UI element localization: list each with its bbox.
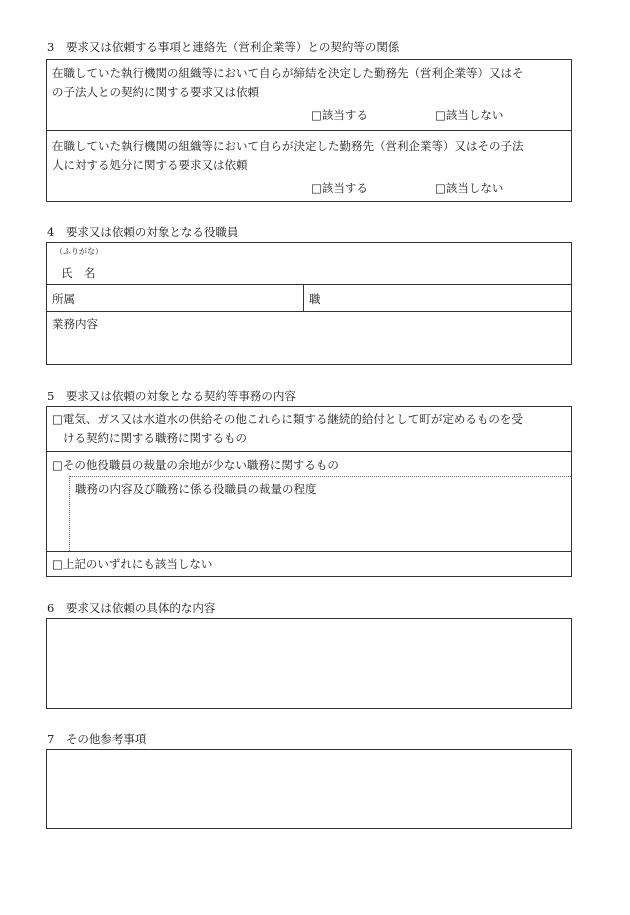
section3-row1-applicable-checkbox[interactable]: □該当する: [311, 108, 368, 122]
section4-heading: 4 要求又は依頼の対象となる役職員: [47, 225, 239, 239]
furigana-label: （ふりがな）: [55, 247, 103, 256]
section5-table: [46, 406, 572, 577]
section5-heading: 5 要求又は依頼の対象となる契約等事務の内容: [47, 389, 296, 403]
affiliation-label: 所属: [52, 292, 75, 306]
discretion-detail-label: 職務の内容及び職務に係る役職員の裁量の程度: [75, 482, 317, 496]
section3-row2-text-line1: 在職していた執行機関の組織等において自らが決定した勤務先（営利企業等）又はその子法: [52, 139, 524, 153]
name-row: [47, 243, 571, 285]
discretion-detail-area[interactable]: [69, 476, 571, 551]
option3-none-checkbox[interactable]: □上記のいずれにも該当しない: [52, 557, 213, 571]
option1-text-line2: ける契約に関する職務に関するもの: [63, 431, 247, 445]
duties-label: 業務内容: [52, 317, 98, 331]
duties-row: [47, 312, 571, 364]
specific-content-field[interactable]: [46, 618, 572, 709]
section3-row2-applicable-checkbox[interactable]: □該当する: [311, 181, 368, 195]
section5-option1-row: [47, 407, 571, 452]
option1-continuous-supply-checkbox[interactable]: □電気、ガス又は水道水の供給その他これらに類する継続的給付として町が定めるものを受: [52, 412, 523, 426]
section4-table: [46, 242, 572, 365]
section3-row2-text-line2: 人に対する処分に関する要求又は依頼: [52, 158, 248, 172]
affiliation-divider: [303, 285, 304, 311]
other-reference-field[interactable]: [46, 749, 572, 829]
section3-row-disposition: [47, 131, 571, 201]
affiliation-row: [47, 285, 571, 312]
section7-heading: 7 その他参考事項: [47, 732, 147, 746]
section3-heading: 3 要求又は依頼する事項と連絡先（営利企業等）との契約等の関係: [47, 40, 400, 54]
section3-row2-not-applicable-checkbox[interactable]: □該当しない: [435, 181, 504, 195]
section3-table: [46, 59, 572, 202]
section6-heading: 6 要求又は依頼の具体的な内容: [47, 601, 216, 615]
section5-option2-row: [47, 452, 571, 552]
option2-little-discretion-checkbox[interactable]: □その他役職員の裁量の余地が少ない職務に関するもの: [52, 458, 339, 472]
name-label: 氏 名: [61, 266, 96, 280]
section5-option3-row: [47, 552, 571, 576]
section3-row1-not-applicable-checkbox[interactable]: □該当しない: [435, 108, 504, 122]
section3-row1-text-line2: の子法人との契約に関する要求又は依頼: [52, 85, 259, 99]
section3-row-contract: [47, 60, 571, 131]
position-label: 職: [309, 292, 321, 306]
section3-row1-text-line1: 在職していた執行機関の組織等において自らが締結を決定した勤務先（営利企業等）又はそ: [52, 66, 524, 80]
